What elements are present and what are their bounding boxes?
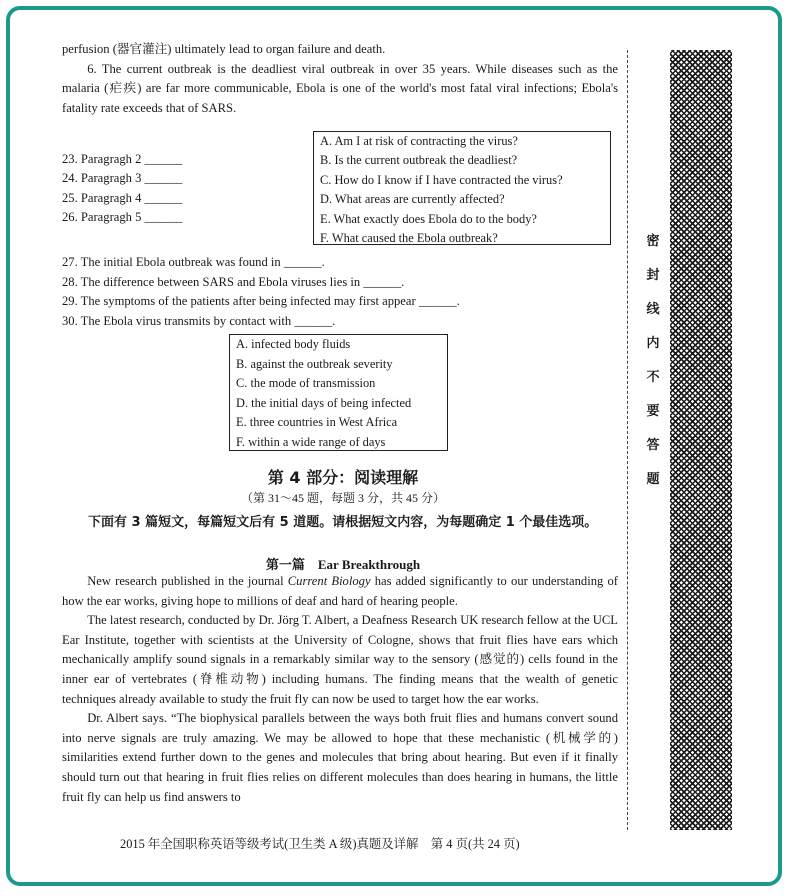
seal-char: 密 <box>646 234 660 249</box>
text-run: New research published in the journal <box>87 574 288 588</box>
option: A. infected body fluids <box>236 337 351 351</box>
top-text <box>62 40 618 118</box>
section-title: 第 4 部分：阅读理解 <box>267 468 419 487</box>
seal-char: 题 <box>646 472 660 487</box>
passage-title: 第一篇 Ear Breakthrough <box>265 557 421 572</box>
seal-char: 内 <box>646 336 660 351</box>
article-paragraph-3: Dr. Albert says. “The biophysical parallels between the ways both fruit flies and humans convert sound into nerve signals are truly amazing. We may be allowed to hope that these mechanistic (机械学的) similarities extend further down to the genes and molecules that bring about hearing. But even if it finally should turn out that hearing in fruit flies relies on different molecules than does hearing in humans, the little fruit fly can help us find answers to <box>62 711 618 804</box>
article-paragraph-2: The latest research, conducted by Dr. Jörg T. Albert, a Deafness Research UK research fellow at the UCL Ear Institute, together with scientists at the University of Cologne, shows that fruit flies have ears which mechanically amplify sound signals in a remarkably similar way to the sensory (感觉的) cells found in the inner ear of vertebrates (脊椎动物) including humans. The finding means that the wealth of genetic techniques already available to study the fruit fly can now be used to target how the ear works. <box>62 613 618 706</box>
option: C. the mode of transmission <box>236 376 376 390</box>
section-instructions: 下面有 3 篇短文，每篇短文后有 5 道题。请根据短文内容，为每题确定 1 个最佳选项。 <box>88 515 598 530</box>
question: 27. The initial Ebola outbreak was found in ______. <box>62 255 325 269</box>
journal-name: Current Biology <box>287 574 371 588</box>
option: F. within a wide range of days <box>236 434 386 449</box>
question: 29. The symptoms of the patients after being infected may first appear ______. <box>62 294 460 309</box>
option: B. Is the current outbreak the deadliest? <box>320 153 518 168</box>
paragraph-6: 6. The current outbreak is the deadliest viral outbreak in over 35 years. While diseases such as the malaria (疟疾) are far more communicable, Ebola is one of the world's most fatal viral infections; Ebola's fatality rate exceeds that of SARS. <box>62 61 618 115</box>
text-line: perfusion (器官灌注) ultimately lead to organ failure and death. <box>62 42 386 56</box>
page-footer: 2015 年全国职称英语等级考试(卫生类 A 级)真题及详解 第 4 页(共 24 页) <box>120 837 520 851</box>
options-box-a <box>313 131 611 245</box>
text-run: has added significantly to our understanding of how the ear works, giving hope to millions of deaf and hard of hearing people. <box>62 574 618 608</box>
article-body <box>62 572 618 807</box>
seal-char: 要 <box>646 404 660 419</box>
article-paragraph-1 <box>62 572 618 611</box>
option: D. What areas are currently affected? <box>320 192 505 207</box>
option: E. three countries in West Africa <box>236 415 398 429</box>
option: C. How do I know if I have contracted the virus? <box>320 172 563 187</box>
question: 30. The Ebola virus transmits by contact with ______. <box>62 313 336 328</box>
seal-char: 答 <box>646 438 660 453</box>
option: A. Am I at risk of contracting the virus? <box>320 134 518 148</box>
question: 24. Paragragh 3 ______ <box>62 171 183 186</box>
seal-char: 不 <box>646 370 660 385</box>
questions-23-26 <box>62 150 182 228</box>
question: 25. Paragragh 4 ______ <box>62 190 183 205</box>
options-box-b <box>229 334 448 451</box>
questions-27-30 <box>62 253 460 331</box>
question: 28. The difference between SARS and Ebola viruses lies in ______. <box>62 274 405 289</box>
question: 26. Paragragh 5 ______ <box>62 210 183 225</box>
option: D. the initial days of being infected <box>236 395 412 410</box>
section-subtitle: （第 31～45 题，每题 3 分，共 45 分） <box>240 491 445 505</box>
seal-char: 封 <box>646 268 660 283</box>
option: B. against the outbreak severity <box>236 356 393 371</box>
seal-char: 线 <box>646 302 660 317</box>
option: F. What caused the Ebola outbreak? <box>320 231 498 246</box>
question: 23. Paragragh 2 ______ <box>62 152 183 166</box>
option: E. What exactly does Ebola do to the body? <box>320 211 537 226</box>
seal-line-text <box>640 230 666 502</box>
seal-dashed-line <box>627 50 628 830</box>
seal-hatch-pattern <box>670 50 732 830</box>
